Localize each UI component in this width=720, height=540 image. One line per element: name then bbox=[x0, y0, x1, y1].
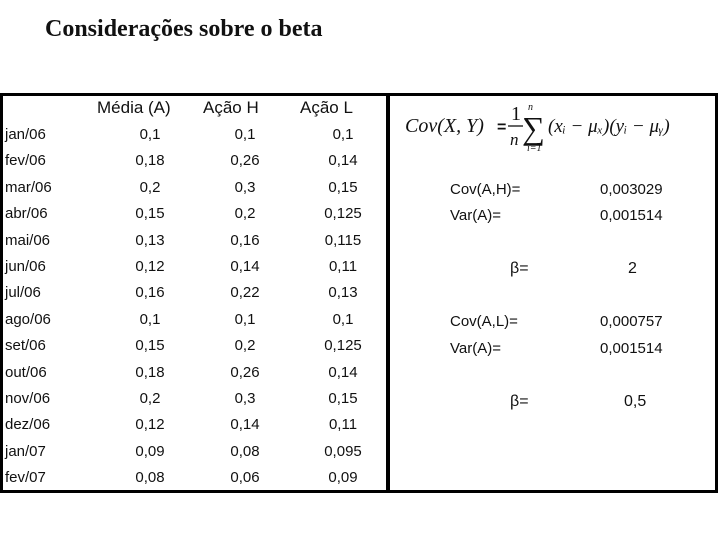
acao-l-cell: 0,11 bbox=[328, 416, 358, 434]
media-cell: 0,1 bbox=[139, 126, 161, 143]
acao-l-cell: 0,13 bbox=[328, 284, 358, 302]
beta-l-value: 0,5 bbox=[624, 393, 647, 410]
table-row bbox=[0, 205, 390, 231]
month-cell: ago/06 bbox=[5, 310, 51, 328]
table-row bbox=[0, 284, 390, 310]
month-cell: fev/07 bbox=[5, 469, 46, 487]
acao-h-cell: 0,14 bbox=[230, 258, 260, 275]
beta-h-value: 2 bbox=[628, 260, 637, 277]
var-a-label-1: Var(A)= bbox=[450, 207, 501, 224]
acao-h-cell: 0,26 bbox=[230, 152, 260, 170]
acao-h-cell: 0,16 bbox=[230, 231, 260, 249]
cov-ah-label: Cov(A,H)= bbox=[450, 181, 521, 198]
month-cell: fev/06 bbox=[5, 152, 46, 170]
month-cell: set/06 bbox=[5, 337, 46, 355]
acao-h-cell: 0,2 bbox=[234, 337, 256, 355]
header-media: Média (A) bbox=[97, 98, 171, 117]
svg-text:(xᵢ − μₓ)(yᵢ − μᵧ): (xᵢ − μₓ)(yᵢ − μᵧ) bbox=[548, 116, 670, 137]
svg-text:1: 1 bbox=[511, 103, 521, 125]
table-row bbox=[0, 126, 390, 152]
media-cell: 0,08 bbox=[135, 469, 165, 487]
table-row bbox=[0, 311, 390, 337]
media-cell: 0,15 bbox=[135, 337, 165, 355]
acao-l-cell: 0,125 bbox=[324, 337, 362, 355]
table-row bbox=[0, 390, 390, 416]
media-cell: 0,12 bbox=[135, 258, 165, 275]
acao-h-cell: 0,08 bbox=[230, 442, 260, 460]
covariance-formula bbox=[405, 98, 705, 154]
acao-l-cell: 0,095 bbox=[324, 442, 362, 460]
var-a-label-2: Var(A)= bbox=[450, 340, 501, 357]
acao-h-cell: 0,1 bbox=[234, 126, 256, 143]
month-cell: abr/06 bbox=[5, 205, 48, 223]
acao-l-cell: 0,11 bbox=[328, 258, 358, 275]
media-cell: 0,2 bbox=[139, 178, 161, 196]
acao-h-cell: 0,1 bbox=[234, 310, 256, 328]
acao-l-cell: 0,14 bbox=[328, 363, 358, 381]
acao-l-cell: 0,1 bbox=[332, 310, 354, 328]
table-row bbox=[0, 416, 390, 442]
table-row bbox=[0, 152, 390, 178]
media-cell: 0,18 bbox=[135, 363, 165, 381]
acao-h-cell: 0,14 bbox=[230, 416, 260, 434]
acao-h-cell: 0,26 bbox=[230, 363, 260, 381]
media-cell: 0,12 bbox=[135, 416, 165, 434]
acao-h-cell: 0,06 bbox=[230, 469, 260, 487]
table-row bbox=[0, 258, 390, 284]
media-cell: 0,18 bbox=[135, 152, 165, 170]
var-a-value-2: 0,001514 bbox=[600, 340, 663, 357]
month-cell: out/06 bbox=[5, 363, 47, 381]
svg-text:Cov(X, Y): Cov(X, Y) bbox=[405, 115, 484, 137]
month-cell: jul/06 bbox=[5, 284, 41, 302]
table-row bbox=[0, 443, 390, 469]
month-cell: jun/06 bbox=[5, 258, 46, 275]
page-title: Considerações sobre o beta bbox=[45, 16, 323, 42]
media-cell: 0,16 bbox=[135, 284, 165, 302]
month-cell: nov/06 bbox=[5, 390, 51, 407]
acao-l-cell: 0,15 bbox=[328, 390, 358, 407]
table-row bbox=[0, 337, 390, 363]
month-cell: mar/06 bbox=[5, 178, 52, 196]
month-cell: mai/06 bbox=[5, 231, 51, 249]
acao-h-cell: 0,22 bbox=[230, 284, 260, 302]
table-row bbox=[0, 469, 390, 495]
header-acao-h: Ação H bbox=[203, 98, 259, 117]
acao-h-cell: 0,3 bbox=[234, 178, 256, 196]
beta-h-label: β= bbox=[510, 260, 529, 277]
month-cell: dez/06 bbox=[5, 416, 51, 434]
var-a-value-1: 0,001514 bbox=[600, 207, 663, 224]
table-row bbox=[0, 179, 390, 205]
svg-text:=: = bbox=[497, 119, 507, 136]
month-cell: jan/07 bbox=[5, 442, 46, 460]
month-cell: jan/06 bbox=[5, 126, 46, 143]
acao-l-cell: 0,125 bbox=[324, 205, 362, 223]
acao-l-cell: 0,14 bbox=[328, 152, 358, 170]
acao-l-cell: 0,09 bbox=[328, 469, 358, 487]
header-acao-l: Ação L bbox=[300, 98, 353, 117]
cov-ah-value: 0,003029 bbox=[600, 181, 663, 198]
media-cell: 0,13 bbox=[135, 231, 165, 249]
svg-text:∑: ∑ bbox=[522, 110, 545, 146]
acao-h-cell: 0,3 bbox=[234, 390, 256, 407]
media-cell: 0,15 bbox=[135, 205, 165, 223]
beta-l-label: β= bbox=[510, 393, 529, 410]
table-row bbox=[0, 232, 390, 258]
acao-l-cell: 0,115 bbox=[324, 231, 362, 249]
media-cell: 0,1 bbox=[139, 310, 161, 328]
cov-al-label: Cov(A,L)= bbox=[450, 313, 518, 330]
acao-l-cell: 0,1 bbox=[332, 126, 354, 143]
svg-text:i=1: i=1 bbox=[527, 143, 542, 154]
acao-h-cell: 0,2 bbox=[234, 205, 256, 223]
media-cell: 0,09 bbox=[135, 442, 165, 460]
media-cell: 0,2 bbox=[139, 390, 161, 407]
svg-text:n: n bbox=[510, 130, 519, 149]
cov-al-value: 0,000757 bbox=[600, 313, 663, 330]
acao-l-cell: 0,15 bbox=[328, 178, 358, 196]
svg-text:n: n bbox=[528, 102, 533, 113]
table-row bbox=[0, 364, 390, 390]
